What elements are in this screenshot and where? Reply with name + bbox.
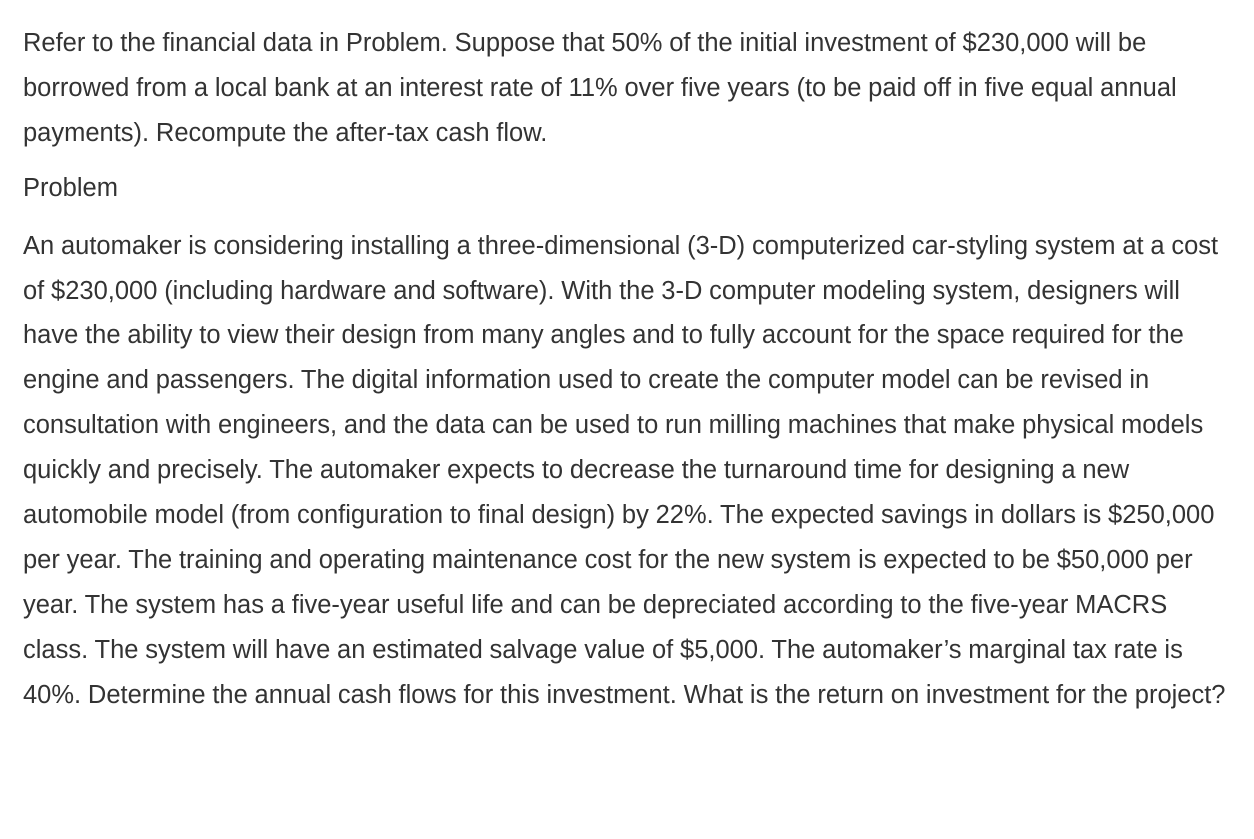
question-text: Refer to the financial data in Problem. Suppose that 50% of the initial investment of $230,000 will be borrowed from a local bank at an interest rate of 11% over five years (to be paid off in five equal annual payments). Recompute the after-tax cash flow. [23,29,1177,147]
problem-heading: Problem [23,173,118,202]
question-content [23,21,1238,718]
problem-text: An automaker is considering installing a three-dimensional (3-D) computerized car-styling system at a cost of $230,000 (including hardware and software). With the 3-D computer modeling system, designers will have the ability to view their design from many angles and to fully account for the space required for the engine and passengers. The digital information used to create the computer model can be revised in consultation with engineers, and the data can be used to run milling machines that make physical models quickly and precisely. The automaker expects to decrease the turnaround time for designing a new automobile model (from configuration to final design) by 22%. The expected savings in dollars is $250,000 per year. The training and operating maintenance cost for the new system is expected to be $50,000 per year. The system has a five-year useful life and can be depreciated according to the five-year MACRS class. The system will have an estimated salvage value of $5,000. The automaker’s marginal tax rate is 40%. Determine the annual cash flows for this investment. What is the return on investment for the project? [23,231,1226,709]
